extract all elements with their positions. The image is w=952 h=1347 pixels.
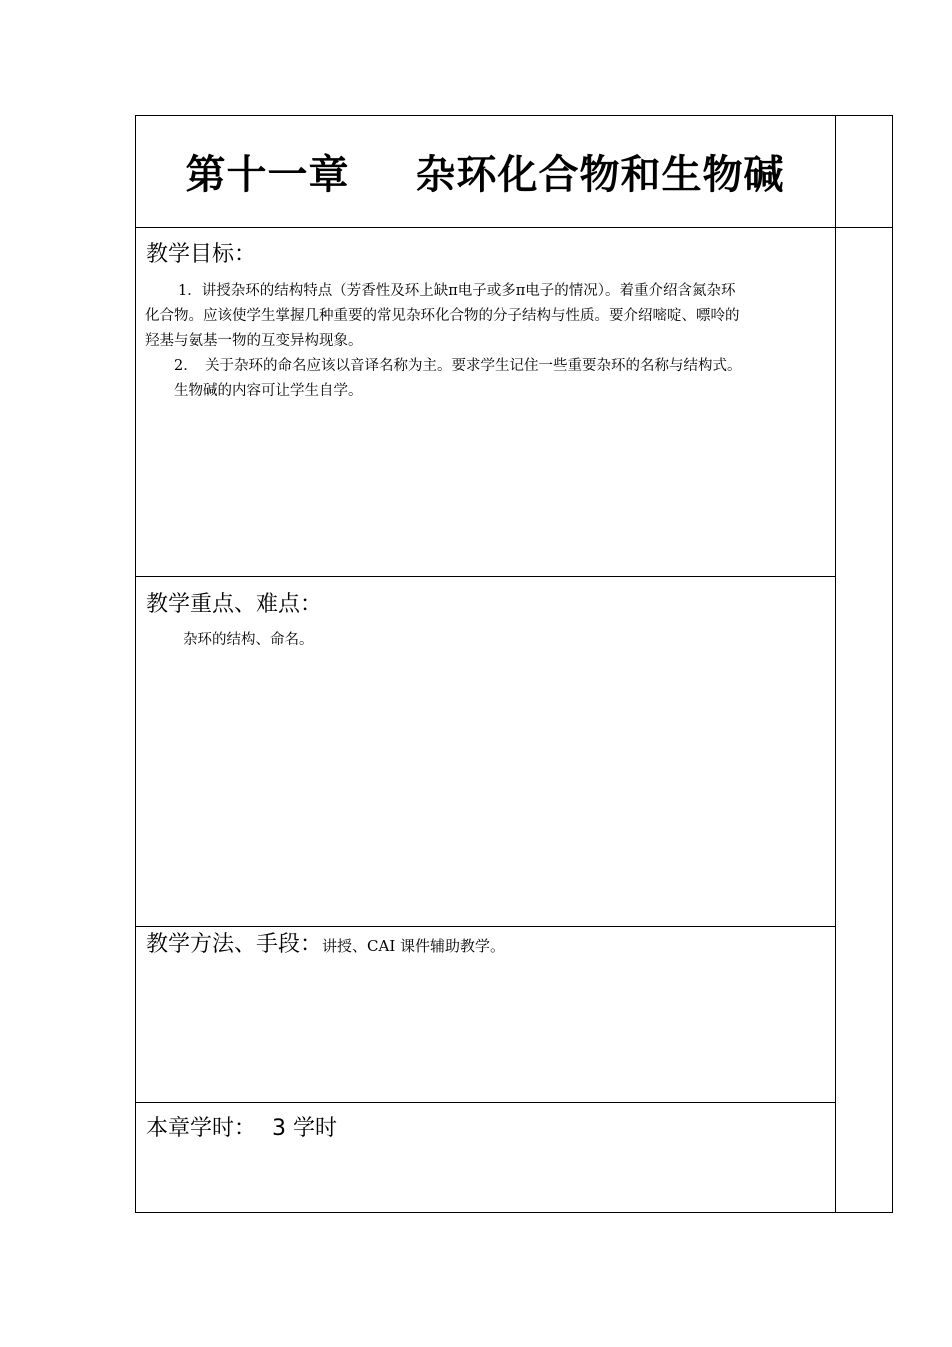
methods-heading: 教学方法、手段： — [146, 932, 323, 957]
objective-line: 2． 关于杂环的命名应该以音译名称为主。要求学生记住一些重要杂环的名称与结构式。 — [174, 358, 742, 374]
row-divider-keypoints — [135, 926, 835, 927]
objective-line: 羟基与氨基一物的互变异构现象。 — [145, 333, 363, 349]
table-border-left — [135, 115, 136, 1213]
hours-value: 3 学时 — [272, 1116, 338, 1141]
row-divider-title — [135, 227, 893, 228]
chapter-number: 第十一章 — [185, 151, 350, 198]
hours-label: 本章学时： — [146, 1116, 257, 1141]
hours-row — [146, 1116, 337, 1142]
chapter-name: 杂环化合物和生物碱 — [415, 151, 785, 198]
objective-line: 1．讲授杂环的结构特点（芳香性及环上缺π电子或多π电子的情况）。着重介绍含氮杂环 — [178, 283, 736, 299]
table-border-bottom — [135, 1212, 893, 1213]
row-divider-methods — [135, 1102, 835, 1103]
keypoints-text: 杂环的结构、命名。 — [183, 632, 314, 648]
objective-line: 化合物。应该使学生掌握几种重要的常见杂环化合物的分子结构与性质。要介绍嘧啶、嘌呤的 — [145, 308, 740, 324]
methods-row — [146, 932, 505, 959]
keypoints-heading: 教学重点、难点： — [146, 592, 323, 617]
objective-line: 生物碱的内容可让学生自学。 — [174, 383, 363, 399]
chapter-title — [135, 115, 835, 227]
table-border-right — [892, 115, 893, 1213]
objectives-heading: 教学目标： — [146, 242, 257, 267]
methods-text: 讲授、CAI 课件辅助教学。 — [322, 937, 506, 955]
objectives-text — [145, 279, 835, 404]
row-divider-objectives — [135, 576, 835, 577]
table-column-divider — [835, 115, 836, 1213]
